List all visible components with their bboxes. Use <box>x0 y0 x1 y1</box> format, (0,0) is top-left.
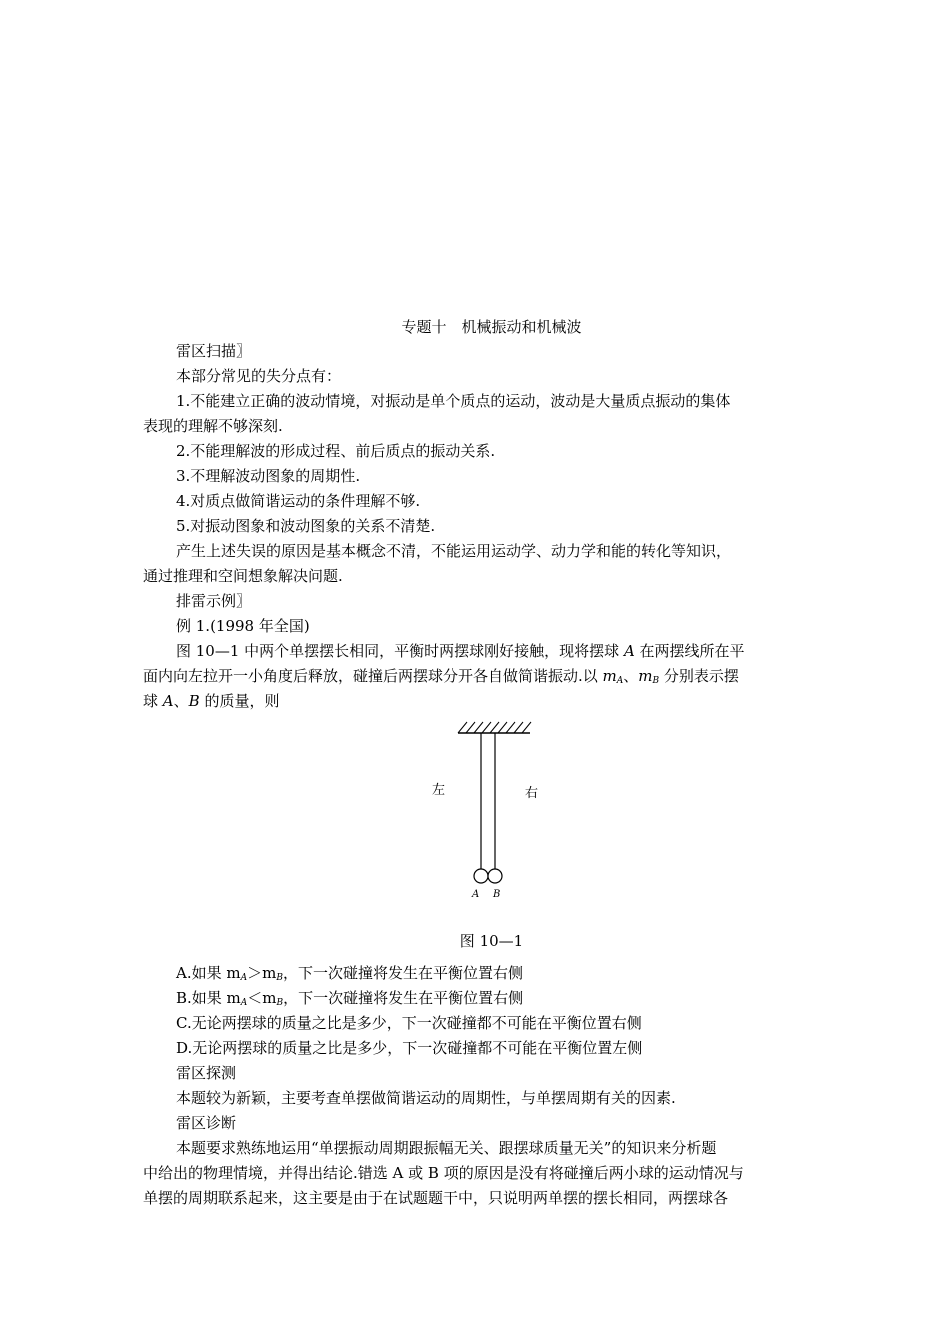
option-d: D.无论两摆球的质量之比是多少，下一次碰撞都不可能在平衡位置左侧 <box>176 1039 643 1057</box>
point-5: 5.对振动图象和波动图象的关系不清楚. <box>176 517 436 535</box>
problem-line-1: 图 10—1 中两个单摆摆长相同，平衡时两摆球刚好接触，现将摆球 A 在两摆线所在平 <box>176 642 745 660</box>
diagnose-line-2: 中给出的物理情境，并得出结论.错选 A 或 B 项的原因是没有将碰撞后两小球的运动情况与 <box>143 1164 744 1182</box>
option-b: B.如果 $m_A<m_B$，下一次碰撞将发生在平衡位置右侧 <box>176 989 524 1008</box>
label-left: 左 <box>432 783 446 798</box>
page-title: 专题十 机械振动和机械波 <box>401 318 582 336</box>
point-1-line-1: 1.不能建立正确的波动情境，对振动是单个质点的运动，波动是大量质点振动的集体 <box>176 392 731 410</box>
section-heading-example: 排雷示例〗 <box>176 592 252 610</box>
section-heading-diagnose: 雷区诊断 <box>176 1114 237 1132</box>
label-ball-b: B <box>493 889 501 900</box>
example-title: 例 1.(1998 年全国) <box>176 617 310 635</box>
pendulum-ball-b <box>488 869 502 883</box>
point-4: 4.对质点做简谐运动的条件理解不够. <box>176 492 421 510</box>
problem-line-3: 球 A、B 的质量，则 <box>143 692 280 710</box>
section-heading-detect: 雷区探测 <box>176 1064 237 1082</box>
pendulum-figure <box>420 714 550 904</box>
pendulum-ball-a <box>474 869 488 883</box>
point-3: 3.不理解波动图象的周期性. <box>176 467 361 485</box>
reason-line-1: 产生上述失误的原因是基本概念不清，不能运用运动学、动力学和能的转化等知识， <box>176 542 732 560</box>
reason-line-2: 通过推理和空间想象解决问题. <box>143 567 343 585</box>
option-a: A.如果 $m_A>m_B$，下一次碰撞将发生在平衡位置右侧 <box>176 964 523 983</box>
detect-text: 本题较为新颖，主要考查单摆做简谐运动的周期性，与单摆周期有关的因素. <box>176 1089 676 1107</box>
diagnose-line-3: 单摆的周期联系起来，这主要是由于在试题题干中，只说明两单摆的摆长相同，两摆球各 <box>143 1189 729 1207</box>
point-2: 2.不能理解波的形成过程、前后质点的振动关系. <box>176 442 496 460</box>
figure-caption: 图 10—1 <box>459 932 524 950</box>
point-1-line-2: 表现的理解不够深刻. <box>143 417 283 435</box>
label-ball-a: A <box>472 889 480 900</box>
option-c: C.无论两摆球的质量之比是多少，下一次碰撞都不可能在平衡位置右侧 <box>176 1014 642 1032</box>
label-right: 右 <box>525 786 539 801</box>
problem-line-2: 面内向左拉开一小角度后释放，碰撞后两摆球分开各自做简谐振动.以 $m_A$、$m_B$ 分别表示摆 <box>143 667 739 686</box>
diagnose-line-1: 本题要求熟练地运用“单摆振动周期跟振幅无关、跟摆球质量无关”的知识来分析题 <box>176 1139 717 1157</box>
section-heading-scan: 雷区扫描〗 <box>176 342 252 360</box>
intro-text: 本部分常见的失分点有： <box>176 367 342 385</box>
ceiling-hatching <box>458 722 531 733</box>
